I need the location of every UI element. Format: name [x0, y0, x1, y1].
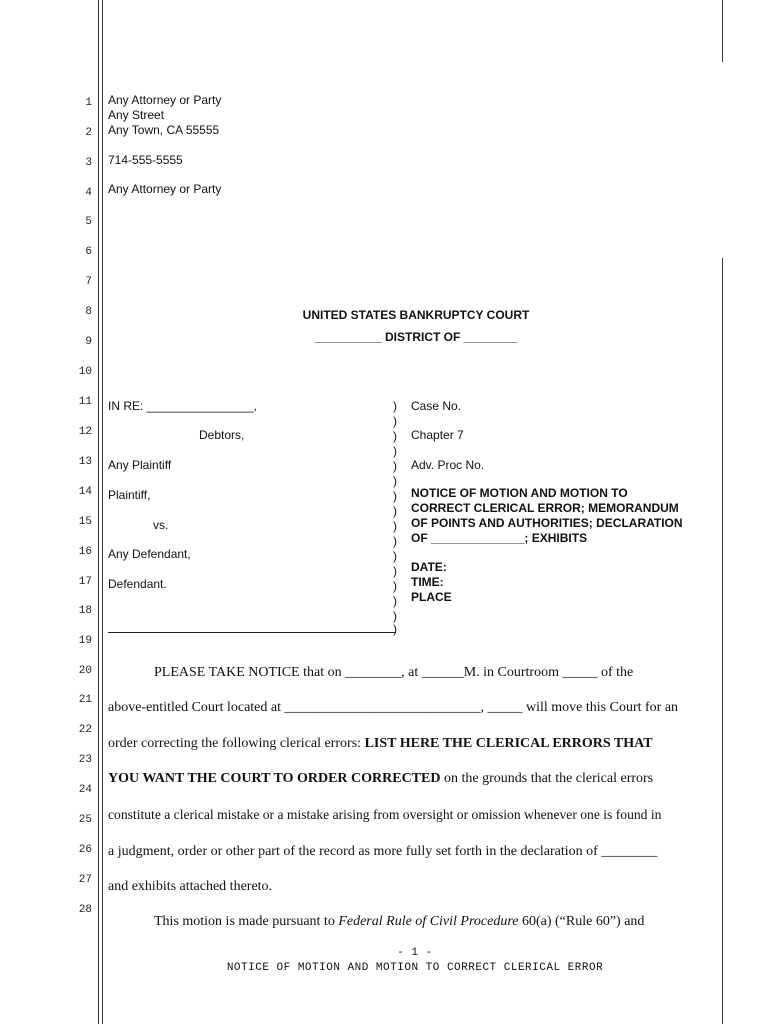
body-line: and exhibits attached thereto.: [108, 879, 273, 894]
document-title-line: CORRECT CLERICAL ERROR; MEMORANDUM: [411, 501, 679, 515]
line-number: 26: [78, 844, 92, 856]
body-text-run: This motion is made pursuant to: [154, 914, 339, 929]
body-line: constitute a clerical mistake or a mistake arising from oversight or omission whenever one is found in: [108, 807, 662, 822]
body-line: above-entitled Court located at ____________________________, _____ will move this Court for an: [108, 700, 679, 715]
right-margin-rule-top: [722, 0, 723, 62]
line-number: 14: [78, 486, 92, 498]
line-number: 27: [78, 874, 92, 886]
in-re: IN RE: ________________,: [108, 399, 257, 413]
hearing-place: PLACE: [411, 590, 452, 604]
body-line: PLEASE TAKE NOTICE that on ________, at ______M. in Courtroom _____ of the: [154, 665, 634, 680]
hearing-date: DATE:: [411, 560, 447, 574]
caption-underline: [108, 632, 396, 633]
document-title-line: NOTICE OF MOTION AND MOTION TO: [411, 486, 628, 500]
line-number: 5: [85, 216, 92, 228]
line-number: 7: [85, 276, 92, 288]
attorney-for: Any Attorney or Party: [108, 182, 222, 196]
case-number: Case No.: [411, 399, 462, 413]
paren: ): [393, 429, 397, 443]
paren: ): [393, 549, 397, 563]
line-number: 9: [85, 336, 92, 348]
paren: ): [393, 622, 397, 636]
document-title-line: OF POINTS AND AUTHORITIES; DECLARATION: [411, 516, 683, 530]
court-district: __________ DISTRICT OF ________: [314, 330, 518, 344]
body-line: [108, 736, 653, 752]
rule-citation: Federal Rule of Civil Procedure: [338, 914, 519, 929]
line-number: 2: [85, 127, 92, 139]
clerical-errors-instruction-cont: YOU WANT THE COURT TO ORDER CORRECTED: [108, 771, 441, 786]
hearing-time: TIME:: [411, 575, 444, 589]
body-line: a judgment, order or other part of the record as more fully set forth in the declaration of ________: [108, 844, 658, 859]
line-number: 1: [85, 97, 92, 109]
line-number: 25: [78, 814, 92, 826]
line-number: 23: [78, 754, 92, 766]
line-number: 4: [85, 187, 92, 199]
line-number: 3: [85, 157, 92, 169]
paren: ): [393, 519, 397, 533]
line-number: 22: [78, 724, 92, 736]
defendant-label: Defendant.: [108, 577, 167, 591]
paren: ): [393, 459, 397, 473]
adv-proc-number: Adv. Proc No.: [411, 458, 485, 472]
body-line: [154, 914, 644, 930]
paren: ): [393, 489, 397, 503]
paren: ): [393, 579, 397, 593]
line-number: 28: [78, 904, 92, 916]
line-number: 13: [78, 456, 92, 468]
attorney-street: Any Street: [108, 108, 165, 122]
line-number: 21: [78, 694, 92, 706]
attorney-name: Any Attorney or Party: [108, 93, 222, 107]
paren: ): [393, 414, 397, 428]
line-number: 18: [78, 605, 92, 617]
plaintiff-name: Any Plaintiff: [108, 458, 172, 472]
line-number: 11: [78, 396, 92, 408]
paren: ): [393, 474, 397, 488]
line-number: 12: [78, 426, 92, 438]
body-text-run: on the grounds that the clerical errors: [440, 771, 654, 786]
right-margin-rule-bottom: [722, 258, 723, 1024]
paren: ): [393, 594, 397, 608]
paren: ): [393, 564, 397, 578]
paren: ): [393, 399, 397, 413]
line-number: 20: [78, 665, 92, 677]
page-number: - 1 -: [397, 947, 433, 959]
line-number: 19: [78, 635, 92, 647]
line-number: 17: [78, 576, 92, 588]
paren: ): [393, 504, 397, 518]
body-line: [108, 771, 653, 787]
footer-title: NOTICE OF MOTION AND MOTION TO CORRECT CLERICAL ERROR: [226, 962, 604, 974]
versus: vs.: [153, 518, 169, 532]
paren: ): [393, 534, 397, 548]
line-number: 24: [78, 784, 92, 796]
body-text-run: order correcting the following clerical errors:: [108, 736, 365, 751]
defendant-name: Any Defendant,: [108, 547, 191, 561]
paren: ): [393, 609, 397, 623]
document-title-line: OF ______________; EXHIBITS: [411, 531, 588, 545]
paren: ): [393, 444, 397, 458]
attorney-phone: 714-555-5555: [108, 153, 183, 167]
clerical-errors-instruction: LIST HERE THE CLERICAL ERRORS THAT: [364, 736, 653, 751]
line-number: 8: [85, 306, 92, 318]
court-name: UNITED STATES BANKRUPTCY COURT: [302, 308, 530, 322]
line-number: 15: [78, 516, 92, 528]
left-margin-rule-inner: [102, 0, 103, 1024]
plaintiff-label: Plaintiff,: [108, 488, 151, 502]
line-number: 16: [78, 546, 92, 558]
chapter: Chapter 7: [411, 428, 464, 442]
left-margin-rule-outer: [98, 0, 99, 1024]
line-number: 10: [78, 366, 92, 378]
body-text-run: 60(a) (“Rule 60”) and: [518, 914, 645, 929]
debtors-label: Debtors,: [199, 428, 245, 442]
attorney-city: Any Town, CA 55555: [108, 123, 220, 137]
line-number: 6: [85, 246, 92, 258]
